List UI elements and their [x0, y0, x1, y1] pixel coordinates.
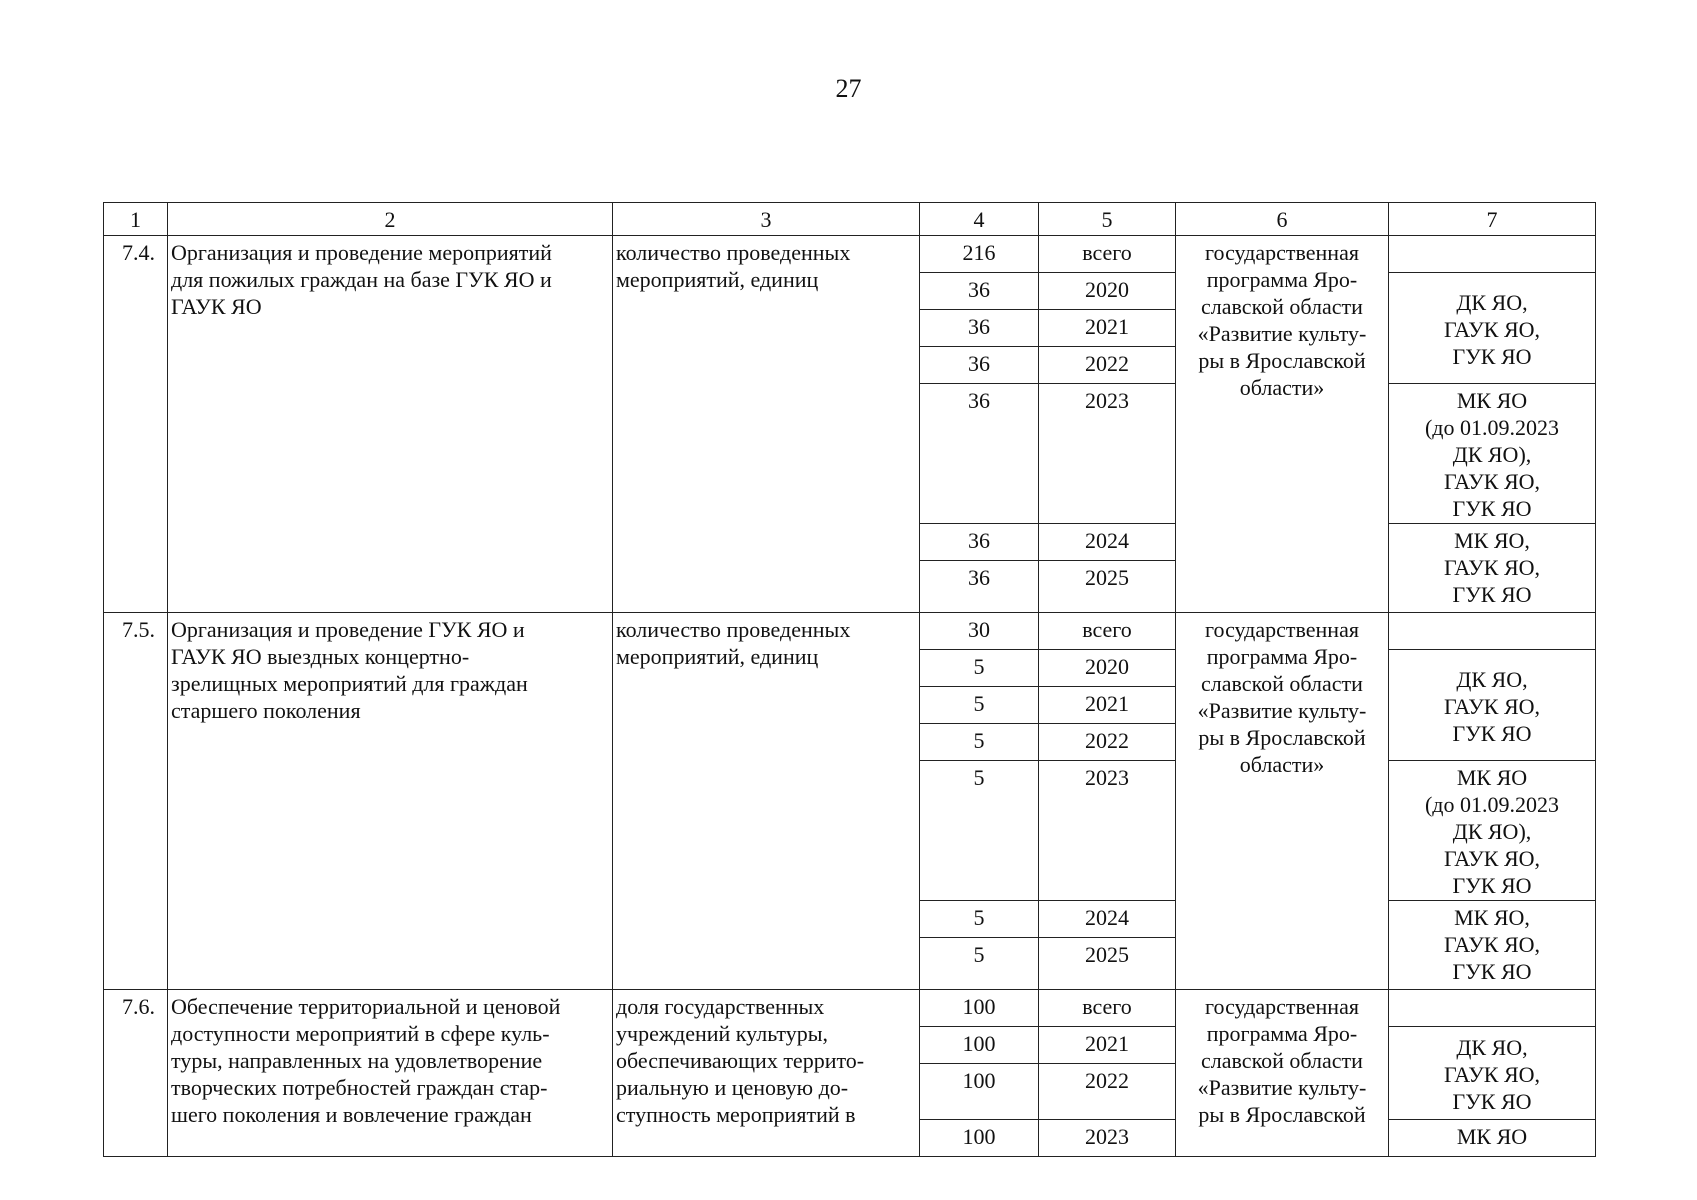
value-cell: 36	[920, 347, 1039, 384]
measure-name: Обеспечение территориальной и ценовой доступности мероприятий в сфере куль- туры, направленных на удовлетворение творческих потребностей граждан стар- шего поколения и вовлечение граждан	[168, 990, 613, 1157]
row-number: 7.6.	[104, 990, 168, 1157]
year-cell: 2022	[1039, 1064, 1176, 1120]
executor-cell	[1389, 990, 1596, 1027]
executor-cell	[1389, 613, 1596, 650]
executor-cell: МК ЯО, ГАУК ЯО, ГУК ЯО	[1389, 524, 1596, 613]
header-cell: 6	[1176, 203, 1389, 236]
header-row	[104, 203, 1596, 236]
table-row	[104, 990, 1596, 1027]
value-cell: 5	[920, 724, 1039, 761]
value-cell: 100	[920, 1120, 1039, 1157]
plan-table	[103, 202, 1596, 1157]
table-row	[104, 613, 1596, 650]
measure-name: Организация и проведение ГУК ЯО и ГАУК ЯО выездных концертно- зрелищных мероприятий для граждан старшего поколения	[168, 613, 613, 990]
executor-cell: МК ЯО (до 01.09.2023 ДК ЯО), ГАУК ЯО, ГУК ЯО	[1389, 384, 1596, 524]
header-cell: 2	[168, 203, 613, 236]
indicator: доля государственных учреждений культуры, обеспечивающих террито- риальную и ценовую до- ступность мероприятий в	[613, 990, 920, 1157]
value-cell: 36	[920, 524, 1039, 561]
year-cell: 2024	[1039, 901, 1176, 938]
value-cell: 5	[920, 761, 1039, 901]
program-cell: государственная программа Яро- славской области «Развитие культу- ры в Ярославской	[1176, 990, 1389, 1157]
year-cell: 2023	[1039, 1120, 1176, 1157]
value-cell: 36	[920, 310, 1039, 347]
row-number: 7.5.	[104, 613, 168, 990]
program-cell: государственная программа Яро- славской области «Развитие культу- ры в Ярославской области»	[1176, 613, 1389, 990]
executor-cell: ДК ЯО, ГАУК ЯО, ГУК ЯО	[1389, 1027, 1596, 1120]
year-cell: 2020	[1039, 650, 1176, 687]
executor-cell: МК ЯО, ГАУК ЯО, ГУК ЯО	[1389, 901, 1596, 990]
year-cell: 2024	[1039, 524, 1176, 561]
program-cell: государственная программа Яро- славской области «Развитие культу- ры в Ярославской области»	[1176, 236, 1389, 613]
value-cell: 5	[920, 687, 1039, 724]
year-cell: 2021	[1039, 687, 1176, 724]
header-cell: 5	[1039, 203, 1176, 236]
value-cell: 100	[920, 990, 1039, 1027]
year-cell: 2023	[1039, 384, 1176, 524]
indicator: количество проведенных мероприятий, единиц	[613, 613, 920, 990]
year-cell: 2025	[1039, 561, 1176, 613]
year-cell: 2022	[1039, 724, 1176, 761]
page-number: 27	[835, 74, 862, 103]
value-cell: 36	[920, 561, 1039, 613]
value-cell: 5	[920, 901, 1039, 938]
header-cell: 4	[920, 203, 1039, 236]
year-cell: 2021	[1039, 1027, 1176, 1064]
value-cell: 5	[920, 650, 1039, 687]
indicator: количество проведенных мероприятий, единиц	[613, 236, 920, 613]
executor-cell: ДК ЯО, ГАУК ЯО, ГУК ЯО	[1389, 650, 1596, 761]
year-cell: 2021	[1039, 310, 1176, 347]
year-cell: всего	[1039, 613, 1176, 650]
header-cell: 3	[613, 203, 920, 236]
year-cell: всего	[1039, 236, 1176, 273]
executor-cell	[1389, 236, 1596, 273]
value-cell: 216	[920, 236, 1039, 273]
year-cell: 2025	[1039, 938, 1176, 990]
executor-cell: МК ЯО (до 01.09.2023 ДК ЯО), ГАУК ЯО, ГУК ЯО	[1389, 761, 1596, 901]
value-cell: 100	[920, 1027, 1039, 1064]
header-cell: 7	[1389, 203, 1596, 236]
year-cell: всего	[1039, 990, 1176, 1027]
header-cell: 1	[104, 203, 168, 236]
executor-cell: ДК ЯО, ГАУК ЯО, ГУК ЯО	[1389, 273, 1596, 384]
executor-cell: МК ЯО	[1389, 1120, 1596, 1157]
row-number: 7.4.	[104, 236, 168, 613]
value-cell: 36	[920, 384, 1039, 524]
value-cell: 100	[920, 1064, 1039, 1120]
year-cell: 2023	[1039, 761, 1176, 901]
measure-name: Организация и проведение мероприятий для пожилых граждан на базе ГУК ЯО и ГАУК ЯО	[168, 236, 613, 613]
value-cell: 36	[920, 273, 1039, 310]
table-row	[104, 236, 1596, 273]
year-cell: 2020	[1039, 273, 1176, 310]
year-cell: 2022	[1039, 347, 1176, 384]
value-cell: 5	[920, 938, 1039, 990]
value-cell: 30	[920, 613, 1039, 650]
